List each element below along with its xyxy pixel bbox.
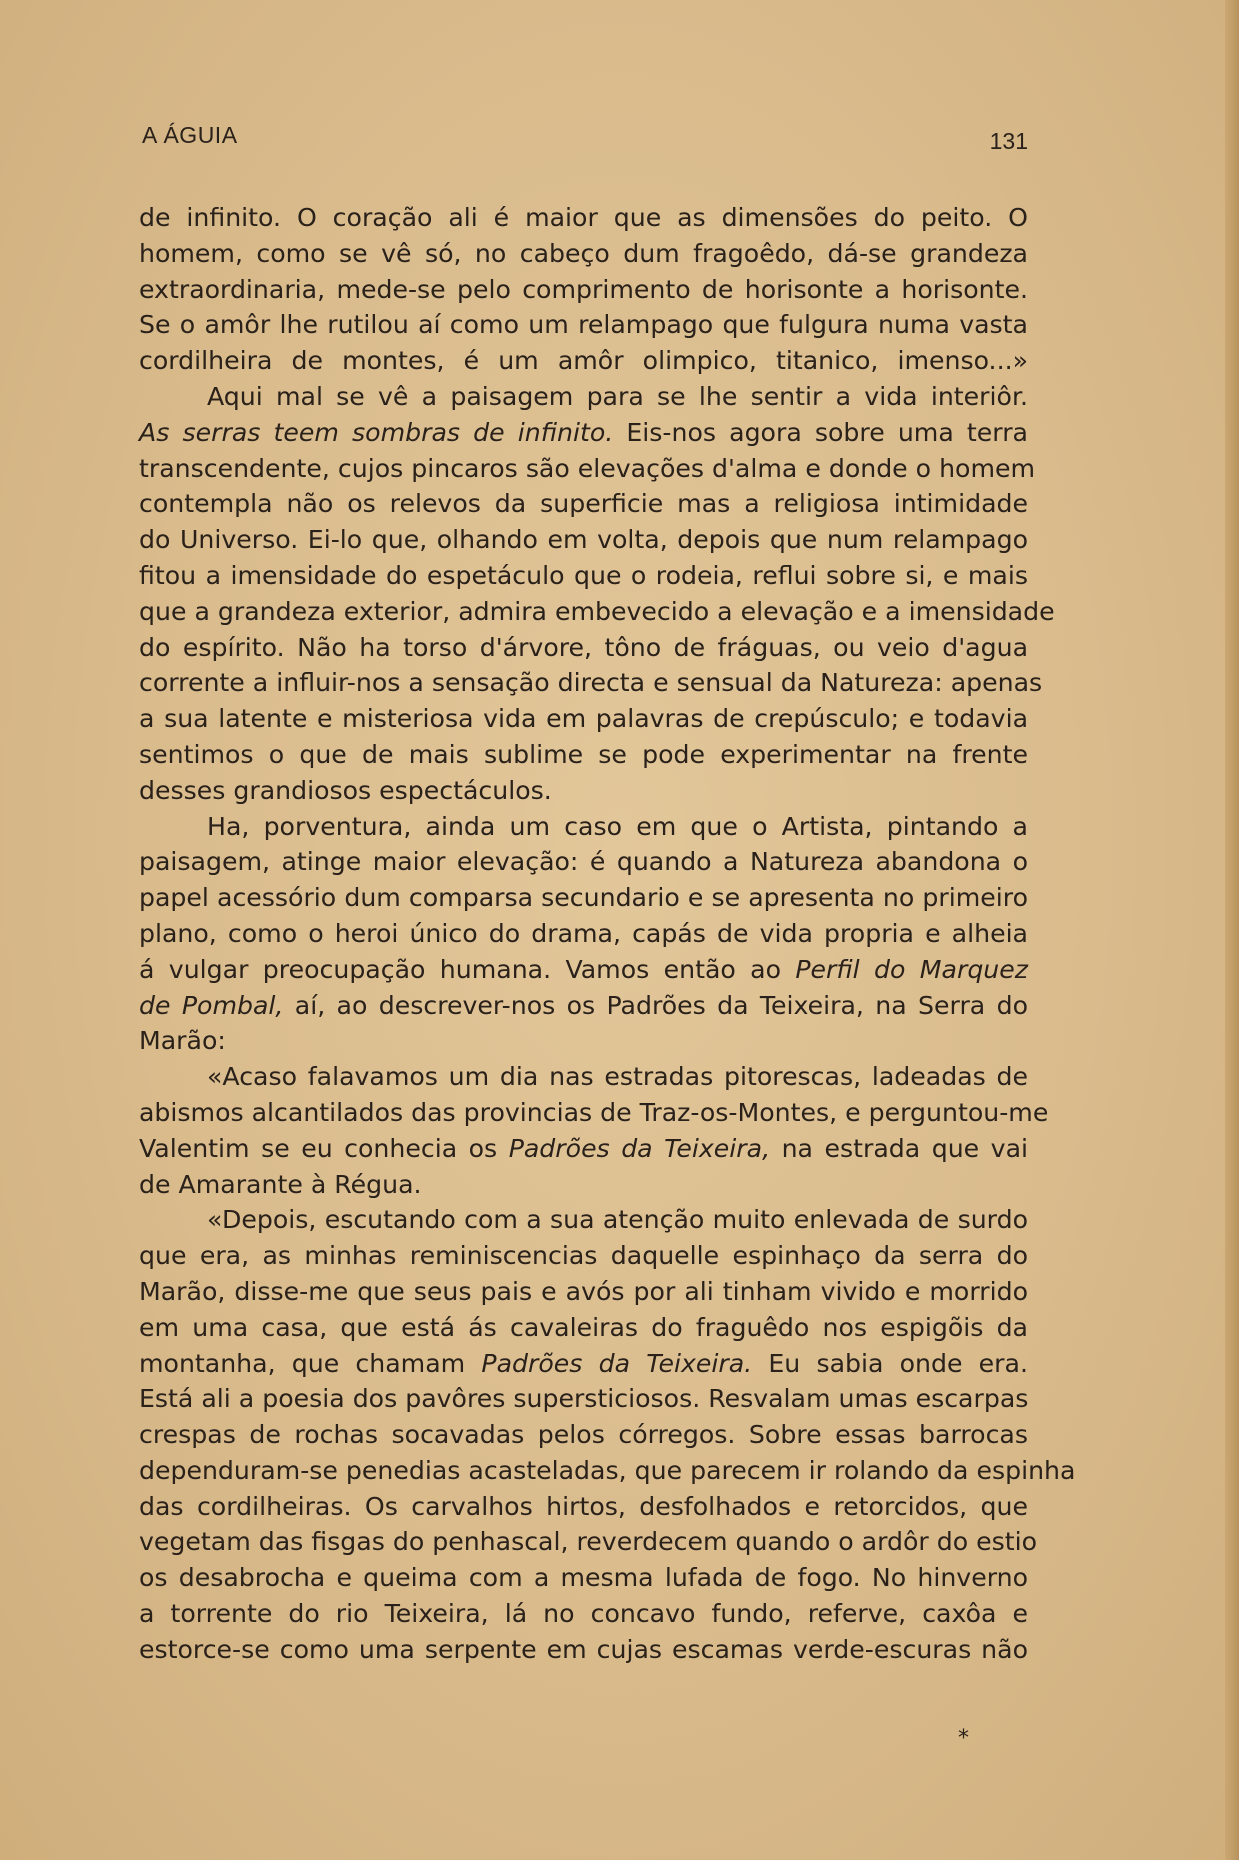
text-line: [139, 486, 1028, 522]
text-line: [139, 952, 1028, 988]
text-run: montanha, que chamam: [139, 1348, 482, 1378]
italic-text: Perfil do Marquez: [795, 954, 1028, 984]
text-line: [139, 630, 1028, 666]
page-header: [142, 122, 1028, 162]
text-line: [139, 236, 1028, 272]
text-line: [139, 415, 1028, 451]
text-run: os desabrocha e queima com a mesma lufada de fogo. No hinverno: [139, 1563, 1028, 1593]
text-line: [139, 1202, 1028, 1238]
text-line: [139, 988, 1028, 1024]
italic-text: de Pombal,: [139, 990, 284, 1020]
text-line: [139, 1453, 1076, 1489]
text-line: [139, 916, 1028, 952]
text-run: homem, como se vê só, no cabeço dum fragoêdo, dá-se grandeza: [139, 238, 1028, 268]
text-line: [139, 451, 1036, 487]
text-run: do Universo. Ei-lo que, olhando em volta, depois que num relampago: [139, 525, 1028, 555]
italic-text: As serras teem sombras de infinito.: [139, 417, 614, 447]
text-run: que era, as minhas reminiscencias daquelle espinhaço da serra do: [139, 1241, 1028, 1271]
text-run: Eu sabia onde era.: [752, 1348, 1028, 1378]
signature-mark: *: [958, 1726, 969, 1751]
text-line: [139, 1023, 1028, 1059]
text-run: corrente a influir-nos a sensação directa e sensual da Natureza: apenas: [139, 668, 1043, 698]
text-run: Está ali a poesia dos pavôres supersticiosos. Resvalam umas escarpas: [139, 1384, 1029, 1414]
text-line: [139, 1059, 1028, 1095]
text-line: [139, 1310, 1028, 1346]
text-run: vegetam das fisgas do penhascal, reverdecem quando o ardôr do estio: [139, 1527, 1038, 1557]
text-run: sentimos o que de mais sublime se pode experimentar na frente: [139, 739, 1028, 769]
text-run: paisagem, atinge maior elevação: é quando a Natureza abandona o: [139, 847, 1028, 877]
text-run: do espírito. Não ha torso d'árvore, tôno de fráguas, ou veio d'agua: [139, 632, 1028, 662]
text-line: [139, 272, 1028, 308]
text-line: [139, 200, 1028, 236]
text-line: [139, 737, 1028, 773]
text-run: Marão, disse-me que seus pais e avós por ali tinham vivido e morrido: [139, 1276, 1028, 1306]
text-run: papel acessório dum comparsa secundario e se apresenta no primeiro: [139, 883, 1028, 913]
text-line: [139, 1131, 1028, 1167]
text-line: [139, 1489, 1028, 1525]
running-title: A ÁGUIA: [142, 122, 238, 148]
text-line: [139, 1596, 1028, 1632]
text-line: [139, 558, 1028, 594]
text-line: [139, 1274, 1028, 1310]
text-run: dependuram-se penedias acasteladas, que parecem ir rolando da espinha: [139, 1455, 1076, 1485]
text-run: Valentim se eu conhecia os: [139, 1133, 509, 1163]
italic-text: Padrões da Teixeira.: [481, 1348, 753, 1378]
text-run: contempla não os relevos da superficie mas a religiosa intimidade: [139, 489, 1028, 519]
text-line: [139, 1524, 1038, 1560]
text-line: [139, 880, 1028, 916]
text-run: estorce-se como uma serpente em cujas escamas verde-escuras não: [139, 1634, 1028, 1664]
text-line: [139, 343, 1028, 379]
text-run: plano, como o heroi único do drama, capás de vida propria e alheia: [139, 918, 1028, 948]
text-run: a torrente do rio Teixeira, lá no concavo fundo, referve, caxôa e: [139, 1599, 1028, 1629]
text-run: a sua latente e misteriosa vida em palavras de crepúsculo; e todavia: [139, 704, 1028, 734]
page-number: 131: [989, 128, 1028, 154]
text-run: fitou a imensidade do espetáculo que o rodeia, reflui sobre si, e mais: [139, 560, 1028, 590]
text-run: á vulgar preocupação humana. Vamos então ao: [139, 954, 796, 984]
text-line: [139, 1417, 1028, 1453]
text-line: [139, 1095, 1049, 1131]
text-run: das cordilheiras. Os carvalhos hirtos, desfolhados e retorcidos, que: [139, 1491, 1028, 1521]
text-line: [139, 307, 1028, 343]
text-line: [139, 1560, 1028, 1596]
page-edge: [1225, 0, 1239, 1860]
text-run: extraordinaria, mede-se pelo comprimento de horisonte a horisonte.: [139, 274, 1028, 304]
text-line: [139, 379, 1028, 415]
text-line: [139, 1167, 1028, 1203]
text-run: de Amarante à Régua.: [139, 1169, 422, 1199]
text-line: [139, 1632, 1028, 1668]
text-run: «Depois, escutando com a sua atenção muito enlevada de surdo: [207, 1205, 1028, 1235]
text-run: abismos alcantilados das provincias de Traz-os-Montes, e perguntou-me: [139, 1097, 1049, 1127]
text-line: [139, 701, 1028, 737]
text-line: [139, 522, 1028, 558]
text-run: desses grandiosos espectáculos.: [139, 775, 552, 805]
text-line: [139, 594, 1055, 630]
body-text: [139, 200, 1076, 1668]
text-run: cordilheira de montes, é um amôr olimpico, titanico, imenso...»: [139, 346, 1028, 376]
text-run: Ha, porventura, ainda um caso em que o Artista, pintando a: [207, 811, 1028, 841]
text-run: na estrada que vai: [770, 1133, 1029, 1163]
text-run: de infinito. O coração ali é maior que as dimensões do peito. O: [139, 203, 1028, 232]
text-run: crespas de rochas socavadas pelos córregos. Sobre essas barrocas: [139, 1420, 1028, 1450]
text-run: Se o amôr lhe rutilou aí como um relampago que fulgura numa vasta: [139, 310, 1028, 340]
text-run: Eis-nos agora sobre uma terra: [613, 417, 1028, 447]
text-run: que a grandeza exterior, admira embevecido a elevação e a imensidade: [139, 596, 1055, 626]
text-line: [139, 665, 1043, 701]
text-line: [139, 1346, 1028, 1382]
italic-text: Padrões da Teixeira,: [508, 1133, 771, 1163]
text-line: [139, 1381, 1028, 1417]
text-line: [139, 809, 1028, 845]
text-run: Aqui mal se vê a paisagem para se lhe sentir a vida interiôr.: [207, 381, 1028, 411]
text-run: em uma casa, que está ás cavaleiras do fraguêdo nos espigõis da: [139, 1312, 1028, 1342]
text-line: [139, 773, 1028, 809]
text-line: [139, 1238, 1028, 1274]
text-run: Marão:: [139, 1026, 226, 1056]
text-run: «Acaso falavamos um dia nas estradas pitorescas, ladeadas de: [207, 1062, 1028, 1092]
text-run: aí, ao descrever-nos os Padrões da Teixeira, na Serra do: [283, 990, 1028, 1020]
text-line: [139, 844, 1028, 880]
text-run: transcendente, cujos pincaros são elevações d'alma e donde o homem: [139, 453, 1036, 483]
